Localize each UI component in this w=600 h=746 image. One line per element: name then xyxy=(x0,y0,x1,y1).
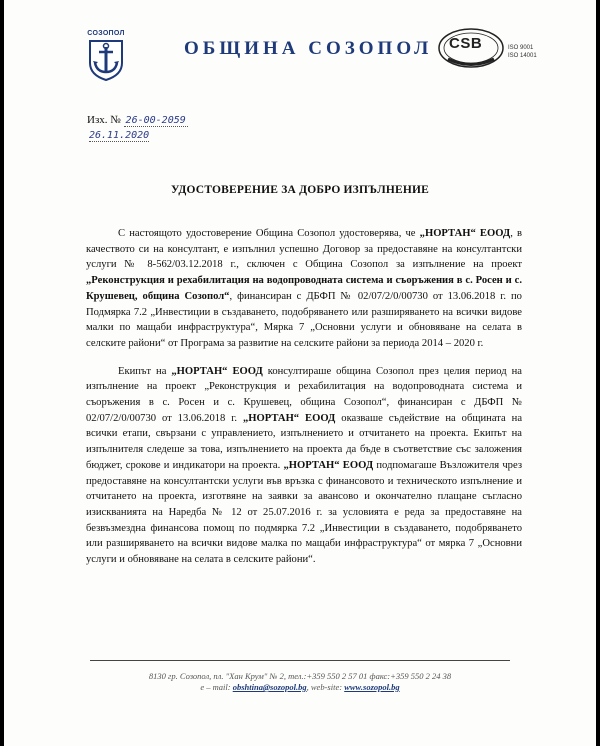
paragraph-1: С настоящото удостоверение Община Созопол удостоверява, че „НОРТАН“ ЕООД, в качеството си на консултант, е изпълнил успешно Договор за предоставяне на консултантски услуги № 8-562/03.12.2018 г., сключен с Община Созопол за изпълнение на проект „Реконструкция и рехабилитация на водопроводната система и съоръжения в с. Росен и с. Крушевец, община Созопол“, финансиран с ДБФП № 02/07/2/0/00730 от 13.06.2018 г. по Подмярка 7.2 „Инвестиции в създаването, подобряването или разширяването на всички видове малки по мащаби инфраструктура“, Мярка 7 „Основни услуги и обновяване на селата в селските райони“ от Програма за развитие на селските райони за периода 2014 – 2020 г. xyxy=(86,228,522,349)
document-body xyxy=(86,226,522,568)
email-link[interactable]: obshtina@sozopol.bg xyxy=(232,682,307,692)
company-name: „НОРТАН“ ЕООД xyxy=(243,412,336,424)
company-name: „НОРТАН“ ЕООД xyxy=(171,365,263,377)
footer-divider xyxy=(90,660,510,661)
municipality-title: ОБЩИНА СОЗОПОЛ xyxy=(184,38,433,59)
iso-9001-label: ISO 9001 xyxy=(508,45,534,51)
municipality-crest xyxy=(82,30,130,82)
company-name: „НОРТАН“ ЕООД xyxy=(283,459,374,471)
document-page xyxy=(4,0,596,746)
csb-label: CSB xyxy=(449,35,483,52)
letterhead xyxy=(4,0,596,90)
iso-standards xyxy=(508,44,548,60)
certification-badge xyxy=(436,26,537,70)
company-name: „НОРТАН“ ЕООД xyxy=(419,228,511,239)
project-name: „Реконструкция и рехабилитация на водопроводната система и съоръжения в с. Росен и с. Крушевец, община Созопол“ xyxy=(86,275,522,302)
crest-label: СОЗОПОЛ xyxy=(87,30,125,37)
outgoing-number xyxy=(87,114,188,126)
handwritten-number: 26-00-2059 xyxy=(125,115,186,126)
outgoing-number-label: Изх. № xyxy=(87,114,121,126)
footer-contacts: e – mail: obshtina@sozopol.bg, web-site: www.sozopol.bg xyxy=(200,682,400,692)
document-title: УДОСТОВЕРЕНИЕ ЗА ДОБРО ИЗПЪЛНЕНИЕ xyxy=(170,184,430,196)
anchor-icon xyxy=(88,39,124,81)
footer-address: 8130 гр. Созопол, пл. "Хан Крум" № 2, тел.:+359 550 2 57 01 факс:+359 550 2 24 38 xyxy=(148,671,452,681)
iso-14001-label: ISO 14001 xyxy=(508,53,537,59)
paragraph-2: Екипът на „НОРТАН“ ЕООД консултираше община Созопол през целия период на изпълнение на проект „Реконструкция и рехабилитация на водопроводната система и съоръжения в с. Росен и с. Крушевец, община Созопол“, финансиран с ДБФП № 02/07/2/0/00730 от 13.06.2018 г. „НОРТАН“ ЕООД оказваше съдействие на общината на всички етапи, свързани с управлението, изпълнението и отчитането на проекта. Екипът на изпълнителя следеше за това, изпълнението на проекта да бъде в съответствие със заложения бюджет, срокове и индикатори на проекта. „НОРТАН“ ЕООД подпомагаше Възложителя чрез предоставяне на консултантски услуги във връзка с финансовото и техническото изпълнение и отчитането на проекта, изготвяне на заявки за авансово и окончателно плащане съгласно изискванията на Наредба № 12 от 25.07.2016 г. за условията е реда за предоставяне на безвъзмездна финансова помощ по подмярка 7.2 „Инвестиции в създаването, подобряването или разширяването на всички видове малка по мащаби инфраструктура“ от мярка 7 „Основни услуги и обновяване на селата в селските райони“. xyxy=(86,365,523,566)
handwritten-date: 26.11.2020 xyxy=(89,130,150,141)
website-link[interactable]: www.sozopol.bg xyxy=(344,682,400,692)
